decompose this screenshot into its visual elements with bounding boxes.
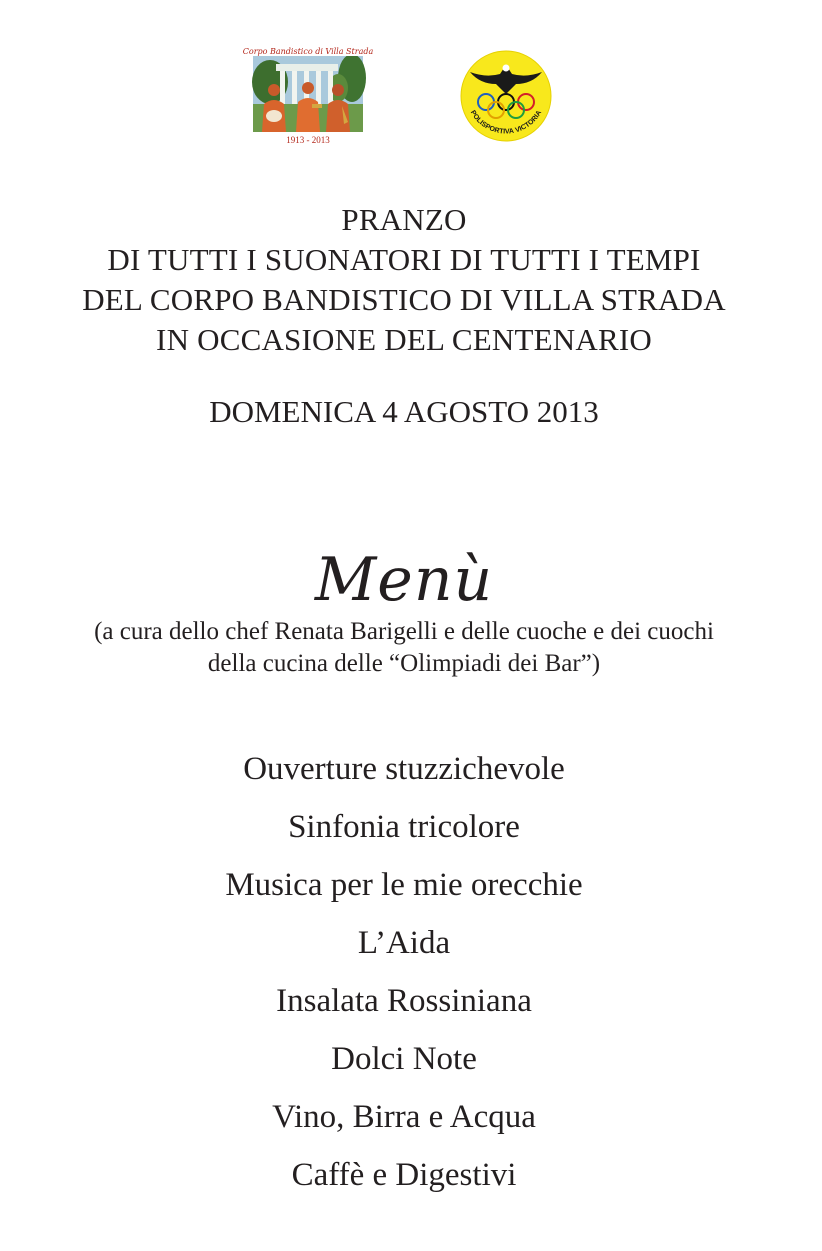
subtitle-line: della cucina delle “Olimpiadi dei Bar”) xyxy=(207,650,601,677)
menu-title: Menù xyxy=(314,545,494,615)
victoria-logo-ring-text: POLISPORTIVA VICTORIA xyxy=(468,109,544,136)
course-item: Dolci Note xyxy=(331,1041,477,1077)
subtitle-line: (a cura dello chef Renata Barigelli e delle cuoche e dei cuochi xyxy=(94,618,714,645)
event-date: DOMENICA 4 AGOSTO 2013 xyxy=(209,394,599,429)
course-item: Musica per le mie orecchie xyxy=(225,867,583,903)
course-list xyxy=(0,740,808,1204)
polisportiva-victoria-logo xyxy=(456,50,556,150)
header-line: DI TUTTI I SUONATORI DI TUTTI I TEMPI xyxy=(107,242,701,277)
course-item: Ouverture stuzzichevole xyxy=(243,751,565,787)
band-centenary-logo xyxy=(242,44,374,148)
course-item: Sinfonia tricolore xyxy=(288,809,520,845)
course-item: Caffè e Digestivi xyxy=(291,1157,517,1193)
menu-subtitle xyxy=(0,616,808,680)
course-item: Insalata Rossiniana xyxy=(276,983,532,1019)
event-header xyxy=(0,200,808,360)
course-item: Vino, Birra e Acqua xyxy=(272,1099,536,1135)
band-logo-banner-text: Corpo Bandistico di Villa Strada xyxy=(242,47,374,56)
header-line: PRANZO xyxy=(341,202,467,237)
header-line: IN OCCASIONE DEL CENTENARIO xyxy=(156,322,652,357)
header-line: DEL CORPO BANDISTICO DI VILLA STRADA xyxy=(82,282,726,317)
course-item: L’Aida xyxy=(357,925,451,961)
band-logo-years: 1913 - 2013 xyxy=(286,135,330,145)
